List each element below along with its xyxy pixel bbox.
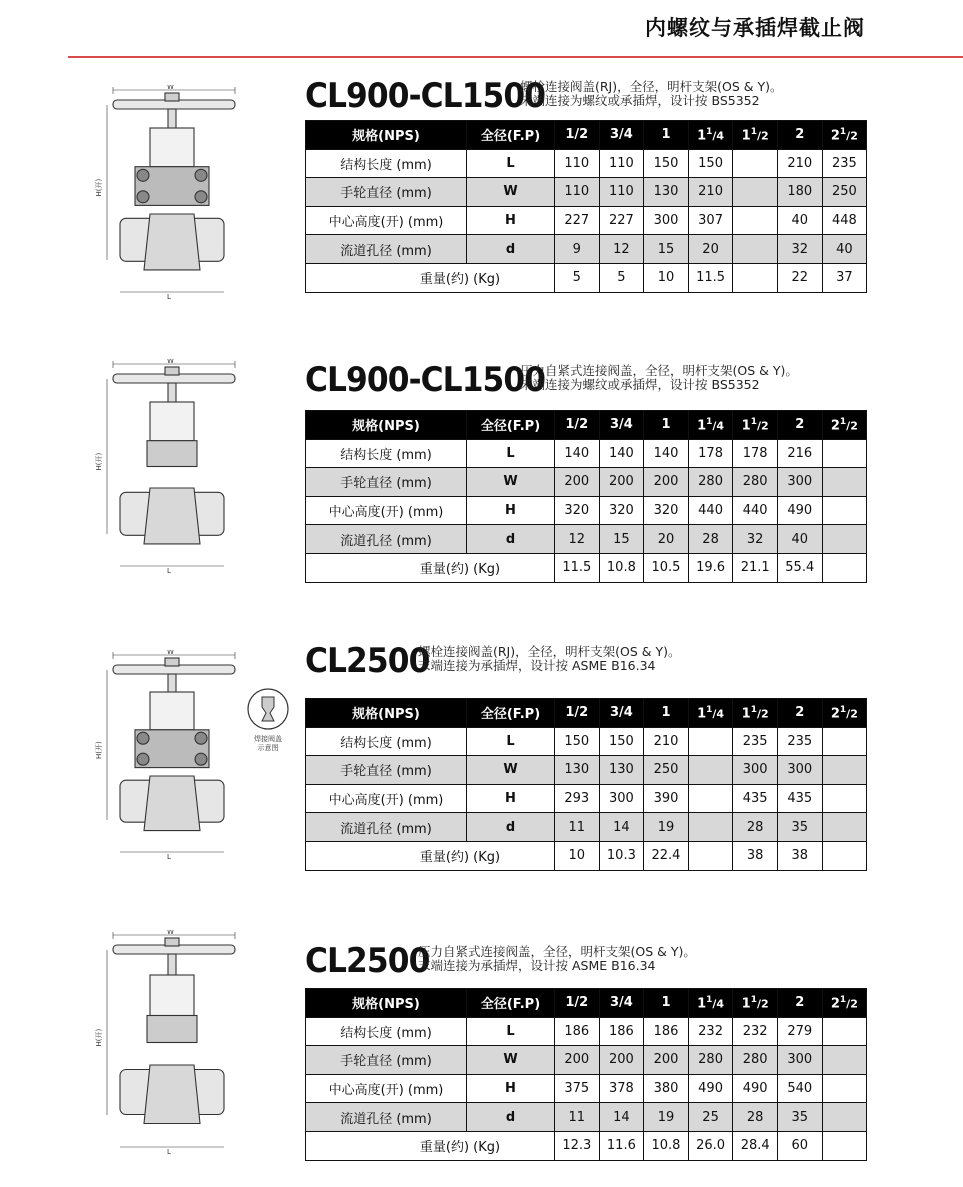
weld-bonnet-icon [246, 687, 290, 731]
table-row [306, 727, 867, 756]
row-label: 中心高度(开) (mm) [306, 496, 467, 525]
row-label: 手轮直径 (mm) [306, 1046, 467, 1075]
value-cell: 140 [644, 439, 689, 468]
value-cell: 25 [688, 1103, 733, 1132]
size-header-cell: 1 [644, 989, 689, 1018]
value-cell: 200 [555, 468, 600, 497]
value-cell [733, 178, 778, 207]
spec-table [305, 698, 867, 871]
row-symbol: d [467, 525, 555, 554]
header-cell: 全径(F.P) [467, 121, 555, 150]
model-title: CL2500 [305, 641, 430, 681]
value-cell: 10.5 [644, 553, 689, 582]
value-cell: 540 [777, 1074, 822, 1103]
value-cell: 19 [644, 1103, 689, 1132]
value-cell: 14 [599, 813, 644, 842]
length-dim-label: L [167, 293, 171, 301]
value-cell [688, 784, 733, 813]
row-label: 手轮直径 (mm) [306, 468, 467, 497]
value-cell: 380 [644, 1074, 689, 1103]
value-cell: 15 [644, 235, 689, 264]
value-cell: 12 [599, 235, 644, 264]
size-header-cell: 2 [777, 411, 822, 440]
value-cell: 435 [777, 784, 822, 813]
value-cell: 11 [555, 1103, 600, 1132]
row-label: 重量(约) (Kg) [306, 1131, 555, 1160]
row-symbol: L [467, 149, 555, 178]
value-cell: 150 [644, 149, 689, 178]
table-row [306, 496, 867, 525]
row-label: 重量(约) (Kg) [306, 841, 555, 870]
size-header-cell: $1^1/4$ [688, 699, 733, 728]
value-cell [822, 1017, 867, 1046]
table-row [306, 784, 867, 813]
value-cell: 28.4 [733, 1131, 778, 1160]
value-cell: 12 [555, 525, 600, 554]
table-row [306, 1074, 867, 1103]
row-symbol: W [467, 468, 555, 497]
value-cell: 55.4 [777, 553, 822, 582]
page-title: 内螺纹与承插焊截止阀 [645, 16, 865, 40]
value-cell: 110 [599, 149, 644, 178]
valve-drawing [95, 650, 245, 870]
size-header-cell: 1 [644, 411, 689, 440]
row-label: 结构长度 (mm) [306, 149, 467, 178]
width-dim-label: W [167, 359, 174, 365]
value-cell [822, 1103, 867, 1132]
value-cell: 280 [688, 1046, 733, 1075]
value-cell: 216 [777, 439, 822, 468]
table-row [306, 149, 867, 178]
value-cell: 35 [777, 1103, 822, 1132]
size-header-cell: 1 [644, 699, 689, 728]
size-header-cell: $1^1/4$ [688, 989, 733, 1018]
length-dim-label: L [167, 567, 171, 575]
value-cell: 280 [733, 468, 778, 497]
value-cell [822, 439, 867, 468]
value-cell [822, 1046, 867, 1075]
valve-drawing [95, 85, 245, 305]
value-cell: 180 [777, 178, 822, 207]
value-cell: 11.6 [599, 1131, 644, 1160]
spec-table [305, 988, 867, 1161]
value-cell: 440 [688, 496, 733, 525]
table-header-row [306, 411, 867, 440]
value-cell: 40 [822, 235, 867, 264]
height-dim-label: H(开) [95, 741, 103, 759]
value-cell: 232 [688, 1017, 733, 1046]
value-cell: 210 [688, 178, 733, 207]
value-cell [822, 468, 867, 497]
value-cell: 490 [688, 1074, 733, 1103]
row-symbol: d [467, 1103, 555, 1132]
size-header-cell: 1 [644, 121, 689, 150]
row-label: 中心高度(开) (mm) [306, 206, 467, 235]
spec-table [305, 120, 867, 293]
value-cell [822, 553, 867, 582]
value-cell: 307 [688, 206, 733, 235]
value-cell: 40 [777, 525, 822, 554]
table-row [306, 841, 867, 870]
value-cell: 20 [644, 525, 689, 554]
width-dim-label: W [167, 650, 174, 656]
value-cell: 40 [777, 206, 822, 235]
size-header-cell: $1^1/4$ [688, 411, 733, 440]
value-cell [822, 813, 867, 842]
row-symbol: H [467, 784, 555, 813]
value-cell: 14 [599, 1103, 644, 1132]
value-cell: 300 [777, 1046, 822, 1075]
value-cell: 200 [644, 1046, 689, 1075]
value-cell: 11 [555, 813, 600, 842]
value-cell: 200 [555, 1046, 600, 1075]
model-description: 压力自紧式连接阀盖，全径，明杆支架(OS & Y)。 末端连接为承插焊，设计按 ASME B16.34 [418, 944, 696, 973]
model-title: CL2500 [305, 941, 430, 981]
row-symbol: d [467, 235, 555, 264]
header-cell: 全径(F.P) [467, 411, 555, 440]
row-label: 结构长度 (mm) [306, 439, 467, 468]
value-cell: 140 [599, 439, 644, 468]
value-cell: 21.1 [733, 553, 778, 582]
row-symbol: L [467, 439, 555, 468]
value-cell [822, 1074, 867, 1103]
row-symbol: L [467, 727, 555, 756]
size-header-cell: 1/2 [555, 121, 600, 150]
header-cell: 规格(NPS) [306, 699, 467, 728]
size-header-cell: $1^1/2$ [733, 411, 778, 440]
spec-table [305, 410, 867, 583]
value-cell: 130 [644, 178, 689, 207]
row-symbol: H [467, 1074, 555, 1103]
width-dim-label: W [167, 930, 174, 936]
header-rule [68, 56, 963, 58]
value-cell: 280 [733, 1046, 778, 1075]
value-cell: 210 [644, 727, 689, 756]
value-cell: 110 [555, 149, 600, 178]
value-cell: 490 [733, 1074, 778, 1103]
value-cell: 22.4 [644, 841, 689, 870]
value-cell [733, 206, 778, 235]
size-header-cell: 3/4 [599, 121, 644, 150]
value-cell: 19 [644, 813, 689, 842]
value-cell: 178 [688, 439, 733, 468]
row-label: 流道孔径 (mm) [306, 525, 467, 554]
value-cell: 227 [599, 206, 644, 235]
value-cell: 10.3 [599, 841, 644, 870]
value-cell: 130 [599, 756, 644, 785]
row-symbol: W [467, 178, 555, 207]
row-label: 手轮直径 (mm) [306, 178, 467, 207]
size-header-cell: 3/4 [599, 411, 644, 440]
value-cell [733, 235, 778, 264]
table-header-row [306, 121, 867, 150]
value-cell: 300 [599, 784, 644, 813]
value-cell: 390 [644, 784, 689, 813]
value-cell: 320 [644, 496, 689, 525]
row-label: 结构长度 (mm) [306, 727, 467, 756]
value-cell: 110 [599, 178, 644, 207]
value-cell [822, 784, 867, 813]
value-cell: 300 [733, 756, 778, 785]
valve-drawing [95, 359, 245, 579]
value-cell: 320 [555, 496, 600, 525]
row-label: 重量(约) (Kg) [306, 263, 555, 292]
size-header-cell: 1/2 [555, 989, 600, 1018]
value-cell: 232 [733, 1017, 778, 1046]
value-cell: 200 [599, 468, 644, 497]
row-label: 重量(约) (Kg) [306, 553, 555, 582]
value-cell: 300 [644, 206, 689, 235]
value-cell: 32 [733, 525, 778, 554]
value-cell [688, 727, 733, 756]
height-dim-label: H(开) [95, 1028, 103, 1047]
value-cell: 10.8 [599, 553, 644, 582]
value-cell: 250 [822, 178, 867, 207]
value-cell: 9 [555, 235, 600, 264]
value-cell: 235 [777, 727, 822, 756]
value-cell: 250 [644, 756, 689, 785]
row-symbol: H [467, 496, 555, 525]
size-header-cell: $1^1/4$ [688, 121, 733, 150]
size-header-cell: $2^1/2$ [822, 121, 867, 150]
value-cell [688, 813, 733, 842]
row-symbol: W [467, 1046, 555, 1075]
value-cell: 227 [555, 206, 600, 235]
size-header-cell: 2 [777, 699, 822, 728]
size-header-cell: 2 [777, 989, 822, 1018]
row-symbol: H [467, 206, 555, 235]
size-header-cell: $2^1/2$ [822, 989, 867, 1018]
size-header-cell: $2^1/2$ [822, 699, 867, 728]
value-cell: 28 [733, 813, 778, 842]
value-cell: 20 [688, 235, 733, 264]
row-label: 流道孔径 (mm) [306, 235, 467, 264]
table-row [306, 263, 867, 292]
value-cell: 150 [555, 727, 600, 756]
row-symbol: d [467, 813, 555, 842]
value-cell: 60 [777, 1131, 822, 1160]
value-cell: 11.5 [688, 263, 733, 292]
value-cell: 110 [555, 178, 600, 207]
header-cell: 全径(F.P) [467, 699, 555, 728]
value-cell: 186 [599, 1017, 644, 1046]
header-cell: 规格(NPS) [306, 411, 467, 440]
table-row [306, 1103, 867, 1132]
value-cell [688, 841, 733, 870]
value-cell: 490 [777, 496, 822, 525]
value-cell: 293 [555, 784, 600, 813]
value-cell: 130 [555, 756, 600, 785]
value-cell: 435 [733, 784, 778, 813]
value-cell: 440 [733, 496, 778, 525]
value-cell: 35 [777, 813, 822, 842]
height-dim-label: H(开) [95, 452, 103, 471]
value-cell [822, 727, 867, 756]
model-title: CL900-CL1500 [305, 360, 546, 400]
value-cell: 15 [599, 525, 644, 554]
width-dim-label: W [167, 85, 174, 91]
table-row [306, 439, 867, 468]
value-cell: 26.0 [688, 1131, 733, 1160]
table-row [306, 756, 867, 785]
table-row [306, 1046, 867, 1075]
table-row [306, 813, 867, 842]
size-header-cell: 1/2 [555, 699, 600, 728]
value-cell: 150 [599, 727, 644, 756]
value-cell [822, 496, 867, 525]
value-cell: 10.8 [644, 1131, 689, 1160]
value-cell: 186 [644, 1017, 689, 1046]
value-cell: 200 [599, 1046, 644, 1075]
table-row [306, 235, 867, 264]
model-description: 压力自紧式连接阀盖，全径，明杆支架(OS & Y)。 末端连接为螺纹或承插焊，设计按 BS5352 [520, 363, 798, 392]
row-label: 结构长度 (mm) [306, 1017, 467, 1046]
table-row [306, 553, 867, 582]
value-cell [822, 1131, 867, 1160]
table-row [306, 1017, 867, 1046]
header-cell: 规格(NPS) [306, 989, 467, 1018]
value-cell: 38 [777, 841, 822, 870]
value-cell: 10 [644, 263, 689, 292]
row-label: 中心高度(开) (mm) [306, 784, 467, 813]
table-row [306, 1131, 867, 1160]
valve-drawing [95, 930, 245, 1156]
value-cell: 38 [733, 841, 778, 870]
row-label: 流道孔径 (mm) [306, 1103, 467, 1132]
value-cell: 235 [733, 727, 778, 756]
length-dim-label: L [167, 1148, 171, 1156]
model-title: CL900-CL1500 [305, 76, 546, 116]
value-cell: 300 [777, 756, 822, 785]
weld-bonnet-label: 焊接阀盖 示意图 [254, 735, 282, 752]
size-header-cell: 1/2 [555, 411, 600, 440]
size-header-cell: 3/4 [599, 989, 644, 1018]
size-header-cell: 2 [777, 121, 822, 150]
row-label: 流道孔径 (mm) [306, 813, 467, 842]
value-cell: 5 [555, 263, 600, 292]
value-cell: 10 [555, 841, 600, 870]
row-label: 中心高度(开) (mm) [306, 1074, 467, 1103]
value-cell: 5 [599, 263, 644, 292]
table-row [306, 206, 867, 235]
length-dim-label: L [167, 853, 171, 861]
value-cell: 150 [688, 149, 733, 178]
row-label: 手轮直径 (mm) [306, 756, 467, 785]
value-cell: 28 [688, 525, 733, 554]
value-cell: 280 [688, 468, 733, 497]
table-row [306, 178, 867, 207]
value-cell: 200 [644, 468, 689, 497]
value-cell: 140 [555, 439, 600, 468]
table-row [306, 468, 867, 497]
value-cell: 178 [733, 439, 778, 468]
size-header-cell: $1^1/2$ [733, 121, 778, 150]
value-cell: 210 [777, 149, 822, 178]
model-description: 螺栓连接阀盖(RJ)，全径，明杆支架(OS & Y)。 末端连接为承插焊，设计按 ASME B16.34 [418, 644, 681, 673]
size-header-cell: $2^1/2$ [822, 411, 867, 440]
value-cell [733, 149, 778, 178]
value-cell: 22 [777, 263, 822, 292]
value-cell: 279 [777, 1017, 822, 1046]
value-cell: 11.5 [555, 553, 600, 582]
value-cell: 375 [555, 1074, 600, 1103]
table-header-row [306, 699, 867, 728]
value-cell: 19.6 [688, 553, 733, 582]
value-cell: 37 [822, 263, 867, 292]
value-cell: 300 [777, 468, 822, 497]
value-cell: 378 [599, 1074, 644, 1103]
value-cell [688, 756, 733, 785]
table-header-row [306, 989, 867, 1018]
row-symbol: L [467, 1017, 555, 1046]
value-cell: 12.3 [555, 1131, 600, 1160]
value-cell: 32 [777, 235, 822, 264]
size-header-cell: $1^1/2$ [733, 699, 778, 728]
value-cell [733, 263, 778, 292]
value-cell: 448 [822, 206, 867, 235]
height-dim-label: H(开) [95, 178, 103, 197]
value-cell [822, 525, 867, 554]
value-cell [822, 841, 867, 870]
size-header-cell: $1^1/2$ [733, 989, 778, 1018]
model-description: 螺栓连接阀盖(RJ)，全径，明杆支架(OS & Y)。 末端连接为螺纹或承插焊，设计按 BS5352 [520, 79, 783, 108]
header-cell: 全径(F.P) [467, 989, 555, 1018]
value-cell: 320 [599, 496, 644, 525]
value-cell [822, 756, 867, 785]
size-header-cell: 3/4 [599, 699, 644, 728]
row-symbol: W [467, 756, 555, 785]
value-cell: 28 [733, 1103, 778, 1132]
value-cell: 235 [822, 149, 867, 178]
table-row [306, 525, 867, 554]
header-cell: 规格(NPS) [306, 121, 467, 150]
value-cell: 186 [555, 1017, 600, 1046]
